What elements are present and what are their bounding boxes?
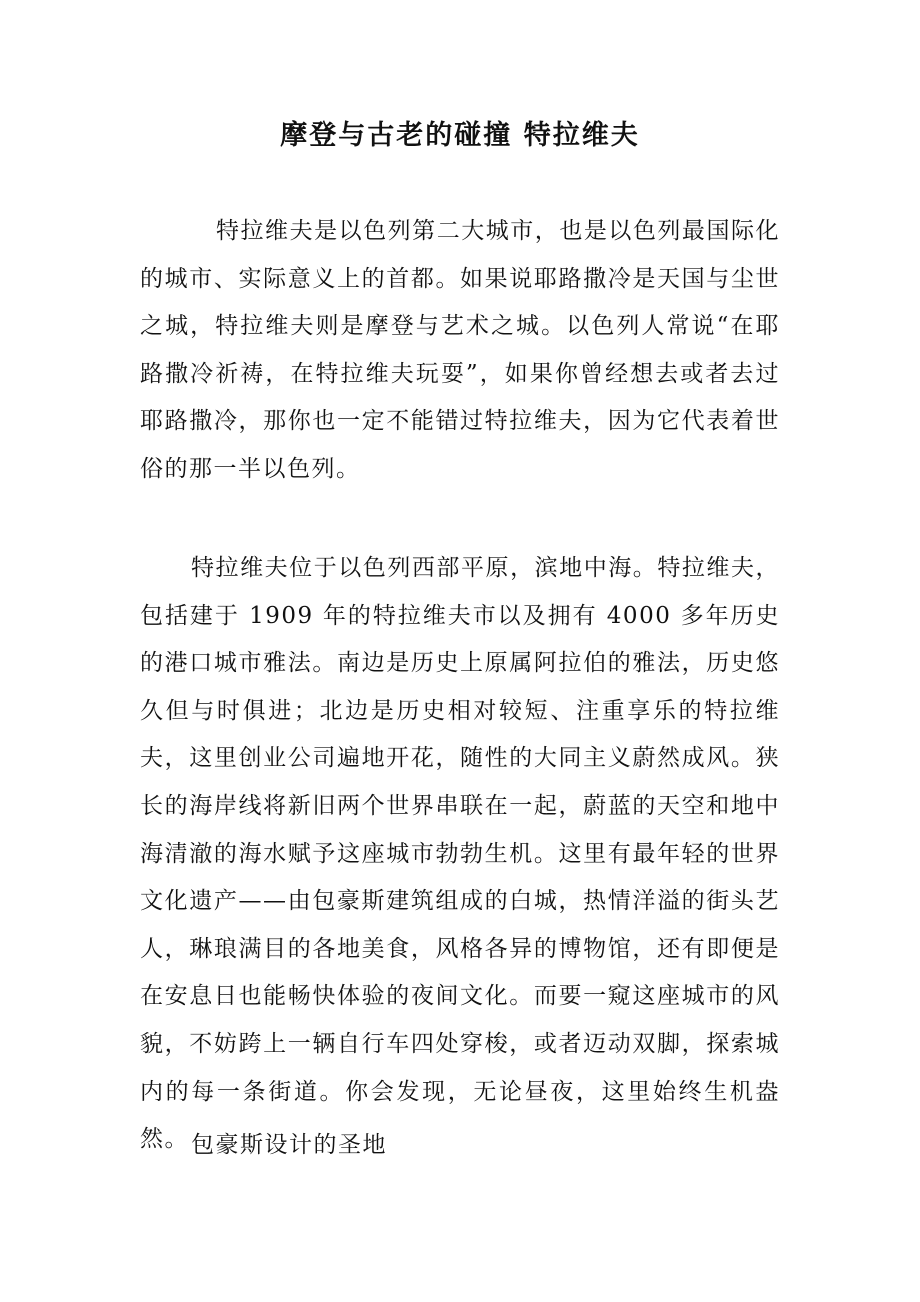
document-title: 摩登与古老的碰撞 特拉维夫	[280, 120, 640, 151]
location-paragraph: 特拉维夫位于以色列西部平原，滨地中海。特拉维夫，包括建于 1909 年的特拉维夫市以及拥有 4000 多年历史的港口城市雅法。南边是历史上原属阿拉伯的雅法，历史悠久但与时俱进；北边是历史相对较短、注重享乐的特拉维夫，这里创业公司遍地开花，随性的大同主义蔚然成风。狭长的海岸线将新旧两个世界串联在一起，蔚蓝的天空和地中海清澈的海水赋予这座城市勃勃生机。这里有最年轻的世界文化遗产——由包豪斯建筑组成的白城，热情洋溢的街头艺人，琳琅满目的各地美食，风格各异的博物馆，还有即便是在安息日也能畅快体验的夜间文化。而要一窥这座城市的风貌，不妨跨上一辆自行车四处穿梭，或者迈动双脚，探索城内的每一条街道。你会发现，无论昼夜，这里始终生机盎然。	[140, 555, 780, 1153]
intro-paragraph: 特拉维夫是以色列第二大城市，也是以色列最国际化的城市、实际意义上的首都。如果说耶路撒冷是天国与尘世之城，特拉维夫则是摩登与艺术之城。以色列人常说“在耶路撒冷祈祷，在特拉维夫玩耍”，如果你曾经想去或者去过耶路撒冷，那你也一定不能错过特拉维夫，因为它代表着世俗的那一半以色列。	[140, 218, 780, 482]
section-subheading: 包豪斯设计的圣地	[191, 1132, 387, 1158]
